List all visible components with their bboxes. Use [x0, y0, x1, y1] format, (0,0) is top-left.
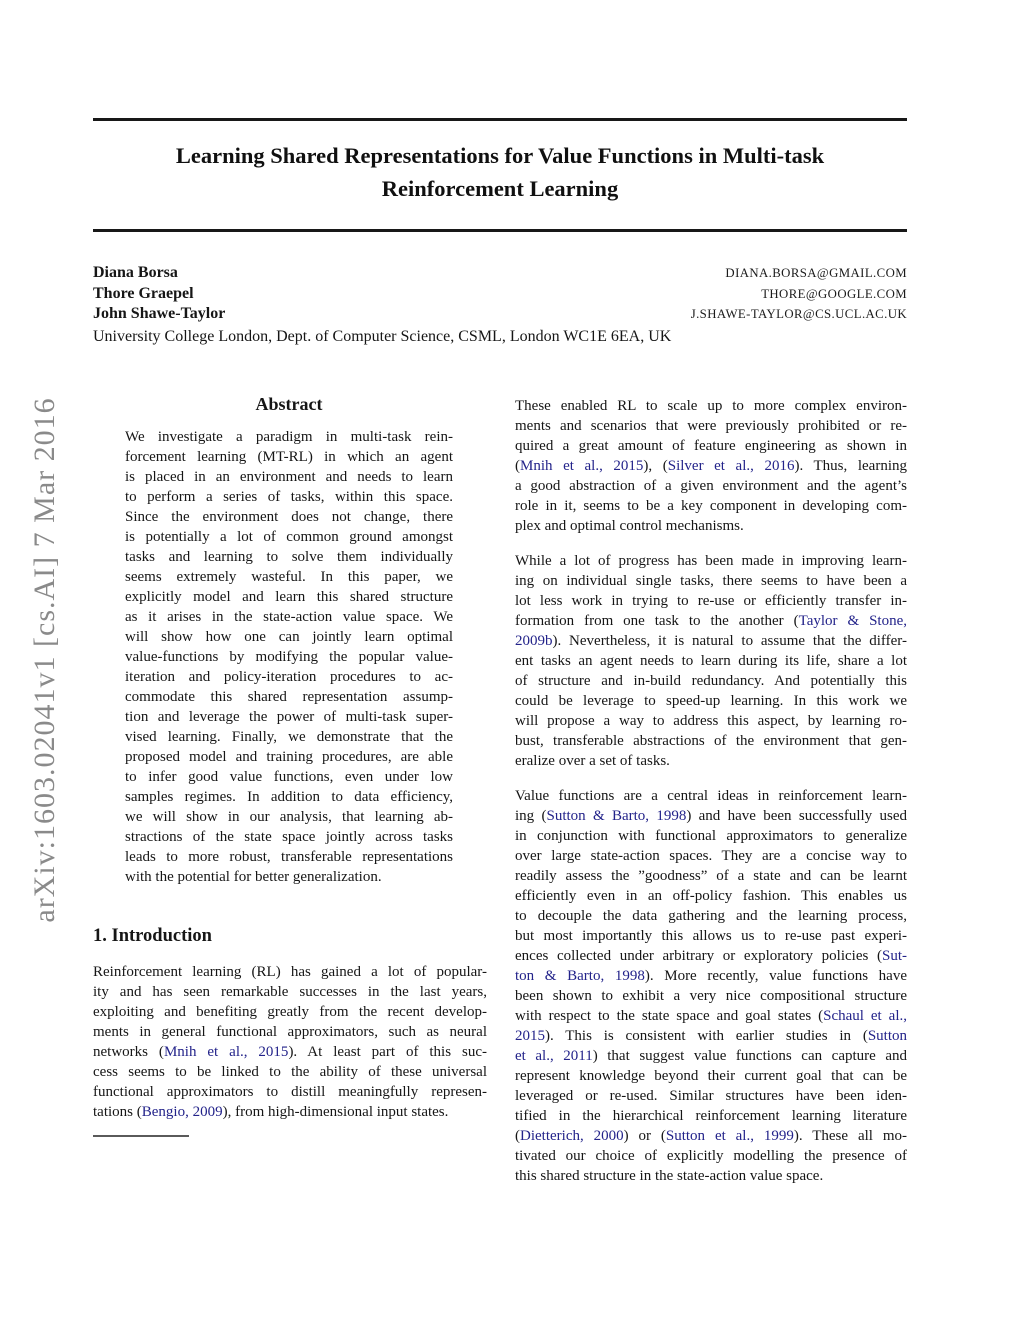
text-line	[125, 547, 453, 567]
title-rule-top	[93, 118, 907, 121]
text-line	[93, 1082, 487, 1102]
text-segment: to infer good value functions, even under low	[125, 769, 453, 785]
text-line	[125, 647, 453, 667]
citation-link[interactable]: Mnih et al., 2015	[163, 1044, 289, 1060]
introduction-paragraph	[93, 962, 487, 1122]
citation-link[interactable]: Sutton et al., 1999	[665, 1128, 794, 1144]
text-segment: been shown to exhibit a very nice compositional structure	[515, 988, 907, 1004]
text-line	[125, 687, 453, 707]
text-segment: ). Nevertheless, it is natural to assume that the differ-	[552, 633, 907, 649]
text-segment: with respect to the state space and goal states (	[515, 1008, 824, 1024]
text-line	[125, 427, 453, 447]
text-line	[515, 571, 907, 591]
right-paragraph-2	[515, 551, 907, 771]
text-line	[515, 1066, 907, 1086]
text-segment: ) and have been successfully used	[686, 808, 907, 824]
paper-title-line1: Learning Shared Representations for Value Functions in Multi-task	[175, 143, 825, 168]
text-segment: We investigate a paradigm in multi-task rein-	[125, 429, 453, 445]
text-segment: leads to more robust, transferable representations	[125, 849, 453, 865]
citation-link[interactable]: Sutton & Barto, 1998	[546, 808, 687, 824]
citation-link[interactable]: Sut-	[881, 948, 907, 964]
text-line	[93, 1022, 487, 1042]
text-line	[93, 1102, 487, 1122]
text-segment: ing on individual single tasks, there seems to have been a	[515, 573, 907, 589]
text-line	[125, 867, 453, 887]
right-paragraph-1	[515, 396, 907, 536]
text-segment: explicitly model and learn this shared structure	[125, 589, 453, 605]
text-line	[515, 1126, 907, 1146]
text-segment: plex and optimal control mechanisms.	[515, 518, 744, 534]
right-paragraph-3	[515, 786, 907, 1186]
text-line	[515, 496, 907, 516]
text-line	[125, 787, 453, 807]
text-line	[515, 691, 907, 711]
abstract-section	[125, 394, 453, 887]
text-line	[515, 671, 907, 691]
text-segment: to perform a series of tasks, within this space.	[125, 489, 453, 505]
text-segment: commodate this shared representation assump-	[125, 689, 453, 705]
text-segment: will propose a way to address this aspect, by learning ro-	[515, 713, 907, 729]
text-segment: While a lot of progress has been made in improving learn-	[515, 553, 907, 569]
text-line	[515, 751, 907, 771]
text-segment: tified in the hierarchical reinforcement learning literature	[515, 1108, 907, 1124]
abstract-heading: Abstract	[255, 394, 323, 414]
text-segment: eralize over a set of tasks.	[515, 753, 670, 769]
text-segment: is potentially a lot of common ground amongst	[125, 529, 453, 545]
text-segment: forcement learning (MT-RL) in which an agent	[125, 449, 453, 465]
text-segment: seems extremely wasteful. In this paper, we	[125, 569, 453, 585]
text-segment: formation from one task to the another (	[515, 613, 799, 629]
text-segment: ences collected under arbitrary or exploratory policies (	[515, 948, 882, 964]
text-line	[515, 1086, 907, 1106]
text-segment: we will show in our analysis, that learning ab-	[125, 809, 453, 825]
text-segment: efficiently even in an off-policy fashion. This enables us	[515, 888, 907, 904]
title-rule-bottom	[93, 229, 907, 232]
text-line	[125, 447, 453, 467]
author-row	[93, 305, 907, 326]
right-column	[515, 396, 907, 1201]
citation-link[interactable]: Bengio, 2009	[141, 1104, 223, 1120]
author-email-link[interactable]: DIANA.BORSA@GMAIL.COM	[725, 266, 907, 280]
author-email-link[interactable]: THORE@GOOGLE.COM	[761, 286, 907, 301]
paper-title-line2: Reinforcement Learning	[381, 176, 619, 201]
text-line	[515, 456, 907, 476]
text-segment: ments and scenarios that were previously prohibited or re-	[515, 418, 907, 434]
text-line	[515, 806, 907, 826]
text-line	[515, 611, 907, 631]
text-segment: (	[515, 458, 520, 474]
text-line	[515, 846, 907, 866]
text-line	[515, 926, 907, 946]
citation-link[interactable]: Dietterich, 2000	[520, 1128, 624, 1144]
text-line	[515, 886, 907, 906]
text-segment: ing (	[515, 808, 547, 824]
text-line	[515, 551, 907, 571]
paper-title	[93, 139, 907, 205]
text-segment: readily assess the ”goodness” of a state and can be learnt	[515, 868, 907, 884]
text-segment: in conjunction with functional approximators to generalize	[515, 828, 907, 844]
text-line	[93, 982, 487, 1002]
text-line	[515, 826, 907, 846]
text-segment: as it arises in the state-action value space. We	[125, 609, 453, 625]
text-segment: exploiting and benefiting greatly from the recent develop-	[93, 1004, 487, 1020]
text-segment: Reinforcement learning (RL) has gained a lot of popular-	[93, 964, 487, 980]
author-name: Diana Borsa	[93, 264, 178, 281]
citation-link[interactable]: ton & Barto, 1998	[515, 968, 645, 984]
text-segment: ), (	[643, 458, 668, 474]
author-name: John Shawe-Taylor	[93, 305, 226, 322]
text-line	[515, 986, 907, 1006]
text-line	[515, 1006, 907, 1026]
text-line	[125, 507, 453, 527]
text-segment: ). More recently, value functions have	[644, 968, 907, 984]
text-segment: ) that suggest value functions can capture and	[592, 1048, 908, 1064]
text-segment: to decouple the data gathering and the learning process,	[515, 908, 907, 924]
text-line	[515, 1166, 907, 1186]
author-block	[93, 264, 907, 326]
text-segment: leveraged or re-used. Similar structures have been iden-	[515, 1088, 907, 1104]
author-row	[93, 285, 907, 306]
text-line	[515, 631, 907, 651]
text-line	[515, 966, 907, 986]
text-segment: tations (	[93, 1104, 142, 1120]
text-line	[93, 1002, 487, 1022]
text-line	[515, 591, 907, 611]
author-name: Thore Graepel	[93, 284, 194, 302]
text-line	[93, 962, 487, 982]
text-segment: of structure and in-build redundancy. And potentially this	[515, 673, 907, 689]
text-line	[125, 667, 453, 687]
text-segment: role in it, seems to be a key component in developing com-	[515, 498, 907, 514]
text-segment: ments in general functional approximators, such as neural	[93, 1024, 487, 1040]
text-line	[515, 516, 907, 536]
text-line	[125, 827, 453, 847]
text-segment: Since the environment does not change, there	[125, 509, 453, 525]
text-line	[515, 651, 907, 671]
arxiv-watermark: arXiv:1603.02041v1 [cs.AI] 7 Mar 2016	[28, 397, 61, 923]
text-segment: ent tasks an agent needs to learn during its life, share a lot	[515, 653, 907, 669]
text-line	[125, 467, 453, 487]
text-segment: lot less work in trying to re-use or efficiently transfer in-	[515, 593, 907, 609]
text-segment: cess seems to be linked to the ability of these universal	[93, 1064, 487, 1080]
text-line	[515, 786, 907, 806]
text-segment: over large state-action spaces. They are a concise way to	[515, 848, 907, 864]
text-line	[125, 727, 453, 747]
text-line	[125, 487, 453, 507]
text-segment: samples regimes. In addition to data efficiency,	[125, 789, 453, 805]
affiliation-line: University College London, Dept. of Computer Science, CSML, London WC1E 6EA, UK	[93, 328, 672, 345]
text-line	[125, 627, 453, 647]
text-line	[515, 906, 907, 926]
text-line	[125, 807, 453, 827]
author-email-link[interactable]: J.SHAWE-TAYLOR@CS.UCL.AC.UK	[690, 307, 907, 321]
text-line	[125, 527, 453, 547]
text-line	[93, 1062, 487, 1082]
text-segment: ). These all mo-	[793, 1128, 907, 1144]
text-segment: proposed model and training procedures, are able	[125, 749, 453, 765]
text-line	[515, 416, 907, 436]
text-segment: ity and has seen remarkable successes in the last years,	[93, 984, 487, 1000]
text-segment: tivated our choice of explicitly modelling the presence of	[515, 1148, 907, 1164]
author-row	[93, 264, 907, 285]
citation-link[interactable]: Taylor & Stone,	[798, 613, 907, 629]
text-line	[125, 567, 453, 587]
citation-link[interactable]: Schaul et al.,	[823, 1008, 907, 1024]
text-segment: but most importantly this allows us to re-use past experi-	[515, 928, 907, 944]
text-segment: represent knowledge beyond their current goal that can be	[515, 1068, 907, 1084]
text-segment: will show how one can jointly learn optimal	[125, 629, 453, 645]
text-segment: tion and leverage the power of multi-task super-	[125, 709, 453, 725]
text-line	[515, 1106, 907, 1126]
text-line	[125, 587, 453, 607]
citation-link[interactable]: et al., 2011	[515, 1048, 593, 1064]
text-segment: value-functions by modifying the popular value-	[125, 649, 453, 665]
text-line	[515, 476, 907, 496]
text-segment: quired a great amount of feature engineering as shown in	[515, 438, 907, 454]
text-line	[125, 707, 453, 727]
text-segment: These enabled RL to scale up to more complex environ-	[515, 398, 907, 414]
text-line	[515, 866, 907, 886]
citation-link[interactable]: Sutton	[867, 1028, 907, 1044]
text-segment: ). This is consistent with earlier studies in (	[545, 1028, 868, 1044]
text-line	[125, 767, 453, 787]
citation-link[interactable]: 2015	[515, 1028, 545, 1044]
text-line	[93, 1042, 487, 1062]
text-segment: stractions of the state space jointly across tasks	[125, 829, 453, 845]
text-segment: a good abstraction of a given environment and the agent’s	[515, 478, 907, 494]
text-segment: ). At least part of this suc-	[288, 1044, 487, 1060]
text-segment: bust, transferable abstractions of the environment that gen-	[515, 733, 907, 749]
text-line	[125, 847, 453, 867]
text-segment: vised learning. Finally, we demonstrate that the	[125, 729, 453, 745]
section-heading-introduction: 1. Introduction	[93, 926, 212, 946]
text-segment: ), from high-dimensional input states.	[222, 1104, 449, 1120]
text-segment: functional approximators to distill meaningfully represen-	[93, 1084, 487, 1100]
text-segment: this shared structure in the state-action value space.	[515, 1168, 824, 1184]
text-segment: tasks and learning to solve them individually	[125, 549, 453, 565]
text-segment: is placed in an environment and needs to learn	[125, 469, 453, 485]
text-line	[515, 1146, 907, 1166]
text-segment: iteration and policy-iteration procedures to ac-	[125, 669, 453, 685]
abstract-text	[125, 427, 453, 887]
text-line	[515, 731, 907, 751]
text-segment: ). Thus, learning	[794, 458, 908, 474]
text-segment: could be leverage to speed-up learning. In this work we	[515, 693, 907, 709]
citation-link[interactable]: 2009b	[515, 633, 553, 649]
text-line	[515, 1026, 907, 1046]
text-line	[125, 747, 453, 767]
text-line	[515, 1046, 907, 1066]
text-segment: (	[515, 1128, 520, 1144]
text-segment: with the potential for better generalization.	[125, 869, 382, 885]
citation-link[interactable]: Silver et al., 2016	[667, 458, 795, 474]
footnote-rule	[93, 1135, 189, 1137]
citation-link[interactable]: Mnih et al., 2015	[520, 458, 644, 474]
text-segment: Value functions are a central ideas in reinforcement learn-	[515, 788, 907, 804]
text-line	[515, 436, 907, 456]
text-segment: networks (	[93, 1044, 164, 1060]
text-line	[515, 946, 907, 966]
text-segment: ) or (	[623, 1128, 666, 1144]
text-line	[515, 396, 907, 416]
text-line	[125, 607, 453, 627]
text-line	[515, 711, 907, 731]
